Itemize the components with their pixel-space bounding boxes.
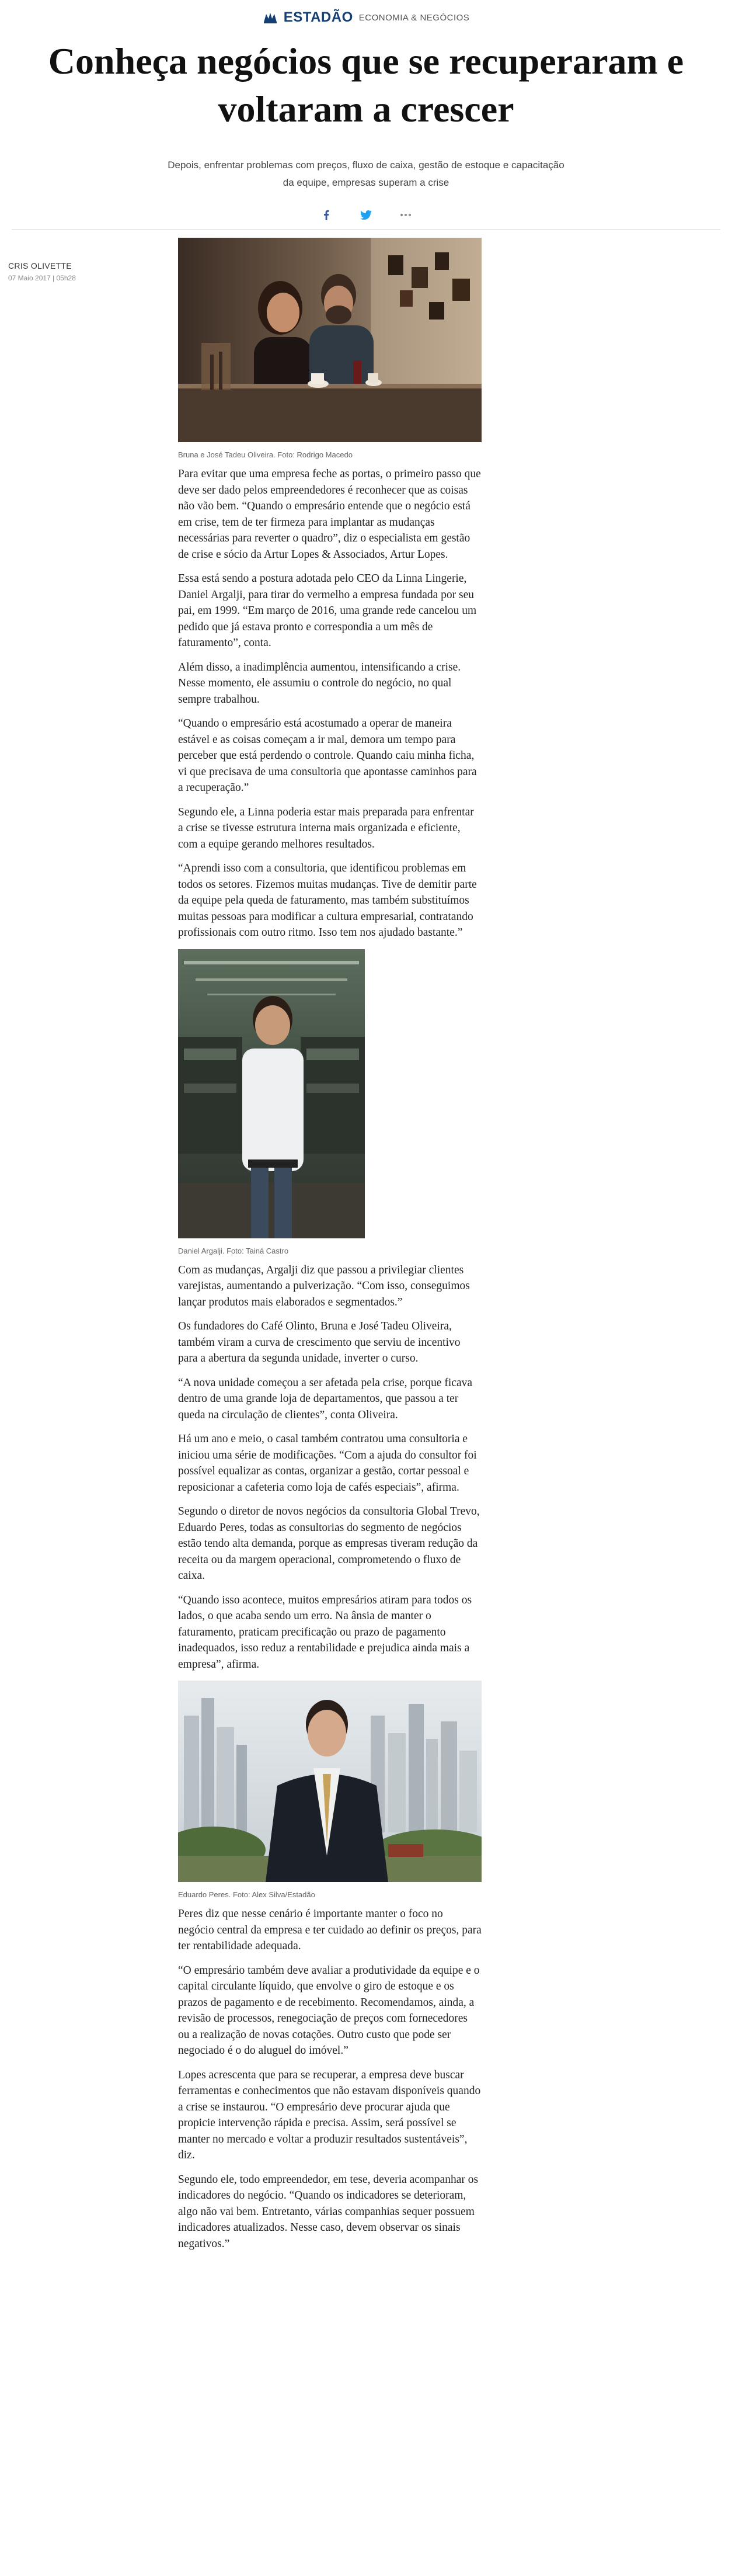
paragraph: “O empresário também deve avaliar a produtividade da equipe e o capital circulante líquido, que envolve o giro de estoque e os prazos de pagamento e de recebimento. Recomendamos, ainda, a revisão de processos, renegociação de preços com fornecedores ou a realização de novas cotações. Outro custo que pode ser negociado é o do aluguel do imóvel.” [178, 1964, 480, 2057]
twitter-icon [360, 210, 372, 220]
author-name[interactable]: CRIS OLIVETTE [8, 261, 72, 270]
paragraph: Essa está sendo a postura adotada pelo CEO da Linna Lingerie, Daniel Argalji, para tirar do vermelho a empresa fundada por seu pai, em 1999. “Em março de 2016, uma grande rede cancelou um pedido que já estava pronto e correspondia a um mês de faturamento”, conta. [178, 572, 477, 649]
paragraph: Há um ano e meio, o casal também contratou uma consultoria e iniciou uma série de modificações. “Com a ajuda do consultor foi possível equalizar as contas, organizar a gestão, cortar pessoal e reposicionar a cafeteria como loja de cafés especiais”, afirma. [178, 1433, 477, 1494]
figure-daniel-argalji [178, 949, 482, 1255]
facebook-icon [323, 210, 329, 220]
photo-eduardo-peres [178, 1681, 482, 1882]
skyline-photo-illustration [178, 1681, 482, 1882]
photo-cafe-olinto [178, 238, 482, 442]
content-area [0, 261, 732, 2275]
photo-daniel-argalji [178, 949, 365, 1238]
paragraph: Segundo o diretor de novos negócios da consultoria Global Trevo, Eduardo Peres, todas as consultorias do segmento de negócios estão tendo alta demanda, porque as empresas tiveram redução da receita ou da margem operacional, comprometendo o fluxo de caixa. [178, 1505, 480, 1582]
more-icon [400, 213, 412, 217]
paragraph: Além disso, a inadimplência aumentou, intensificando a crise. Nesse momento, ele assumiu o controle do negócio, no qual sempre trabalhou. [178, 661, 461, 706]
paragraph: “A nova unidade começou a ser afetada pela crise, porque ficava dentro de uma grande loja de departamentos, que passou a ter queda na circulação de clientes”, conta Oliveira. [178, 1376, 473, 1421]
byline [8, 261, 76, 282]
paragraph: Para evitar que uma empresa feche as portas, o primeiro passo que deve ser dado pelos empreendedores é reconhecer que as coisas não vão bem. “Quando o empresário entende que o negócio está em crise, tem de ter firmeza para implantar as mudanças necessárias para reverter o quadro”, diz o especialista em gestão de crise e sócio da Artur Lopes & Associados, Artur Lopes. [178, 468, 481, 561]
estadao-logo-icon [263, 11, 278, 25]
figure-eduardo-peres [178, 1681, 482, 1899]
section-label[interactable]: ECONOMIA & NEGÓCIOS [358, 12, 470, 23]
figure-caption: Eduardo Peres. Foto: Alex Silva/Estadão [178, 1890, 315, 1899]
publish-date: 07 Maio 2017 | 05h28 [8, 274, 76, 282]
article-body [178, 238, 482, 2252]
share-twitter-button[interactable] [358, 207, 374, 223]
subheadline: Depois, enfrentar problemas com preços, fluxo de caixa, gestão de estoque e capacitação da equipe, empresas superam a crise [168, 159, 564, 188]
site-header [0, 0, 732, 35]
brand[interactable] [263, 9, 470, 26]
share-bar [0, 207, 732, 223]
header-divider [12, 229, 720, 230]
logo-text: ESTADÃO [283, 9, 353, 25]
paragraph: Segundo ele, todo empreendedor, em tese, deveria acompanhar os indicadores do negócio. “Quando os indicadores se deterioram, algo não vai bem. Entretanto, várias companhias sequer possuem indicadores atualizados. Nesse caso, devem observar os sinais negativos.” [178, 2173, 479, 2250]
paragraph: “Quando o empresário está acostumado a operar de maneira estável e as coisas começam a ir mal, demora um tempo para perceber que está perdendo o controle. Quando caiu minha ficha, vi que precisava de uma consultoria que apontasse caminhos para a recuperação.” [178, 717, 477, 794]
cafe-photo-illustration [178, 238, 482, 442]
headline: Conheça negócios que se recuperaram e voltaram a crescer [48, 40, 684, 130]
figure-caption: Bruna e José Tadeu Oliveira. Foto: Rodrigo Macedo [178, 450, 353, 459]
share-more-button[interactable] [398, 207, 414, 223]
figure-caption: Daniel Argalji. Foto: Tainá Castro [178, 1246, 289, 1255]
paragraph: Segundo ele, a Linna poderia estar mais preparada para enfrentar a crise se tivesse estrutura interna mais organizada e eficiente, com a equipe gerando melhores resultados. [178, 806, 474, 850]
factory-photo-illustration [178, 949, 365, 1238]
paragraph: “Aprendi isso com a consultoria, que identificou problemas em todos os setores. Fizemos muitas mudanças. Tive de demitir parte da equipe pela queda de faturamento, mas também substituímos muitas pessoas para modificar a cultura empresarial, contratando profissionais com outro ritmo. Isso tem nos ajudado bastante.” [178, 862, 477, 939]
share-facebook-button[interactable] [318, 207, 334, 223]
paragraph: Com as mudanças, Argalji diz que passou a privilegiar clientes varejistas, aumentando a pulverização. “Com isso, conseguimos lançar produtos mais elaborados e segmentados.” [178, 1263, 470, 1308]
paragraph: “Quando isso acontece, muitos empresários atiram para todos os lados, o que acaba sendo um erro. Na ânsia de manter o faturamento, praticam precificação ou prazo de pagamento inadequados, isso reduz a rentabilidade e prejudica ainda mais a empresa”, afirma. [178, 1593, 472, 1671]
paragraph: Peres diz que nesse cenário é importante manter o foco no negócio central da empresa e ter cuidado ao definir os preços, para ter rentabilidade adequada. [178, 1908, 482, 1952]
figure-cafe-olinto [178, 238, 482, 459]
paragraph: Lopes acrescenta que para se recuperar, a empresa deve buscar ferramentas e conhecimentos que não estavam disponíveis quando a crise se instaurou. “O empresário deve procurar ajuda que propicie intervenção rápida e precisa. Assim, será possível se manter no mercado e voltar a produzir resultados sustentáveis”, diz. [178, 2068, 481, 2161]
paragraph: Os fundadores do Café Olinto, Bruna e José Tadeu Oliveira, também viram a curva de crescimento que serviu de incentivo para a abertura da segunda unidade, inverter o curso. [178, 1320, 461, 1365]
